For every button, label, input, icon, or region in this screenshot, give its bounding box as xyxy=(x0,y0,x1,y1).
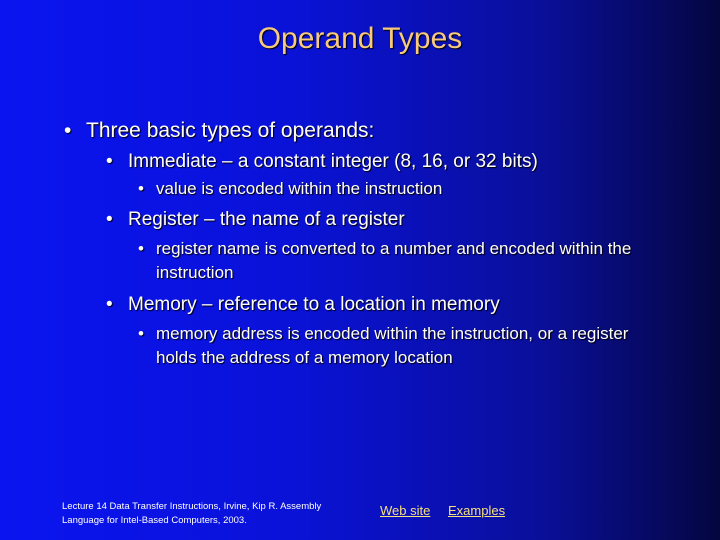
footer-citation: Lecture 14 Data Transfer Instructions, Irvine, Kip R. Assembly Language for Intel-Based Computers, 2003. xyxy=(62,501,322,526)
bullet-dot: • xyxy=(64,119,72,142)
bullet-register xyxy=(106,208,405,232)
web-site-link[interactable]: Web site xyxy=(380,503,431,518)
bullet-dot: • xyxy=(138,324,144,343)
bullet-register-text: Register – the name of a register xyxy=(128,209,405,230)
bullet-memory-sub xyxy=(138,322,658,370)
bullet-immediate-sub-text: value is encoded within the instruction xyxy=(156,179,443,198)
bullet-dot: • xyxy=(106,294,113,315)
bullet-dot: • xyxy=(106,209,113,230)
slide-title: Operand Types xyxy=(257,22,463,55)
bullet-register-sub xyxy=(138,237,658,285)
bullet-memory-sub-text: memory address is encoded within the instruction, or a register holds the address of a memory location xyxy=(156,324,629,367)
bullet-immediate-text: Immediate – a constant integer (8, 16, or 32 bits) xyxy=(128,151,538,172)
bullet-memory-text: Memory – reference to a location in memory xyxy=(128,294,500,315)
examples-link[interactable]: Examples xyxy=(448,503,506,518)
bullet-dot: • xyxy=(106,151,113,172)
bullet-register-sub-text: register name is converted to a number and encoded within the instruction xyxy=(156,239,632,282)
bullet-dot: • xyxy=(138,239,144,258)
bullet-memory xyxy=(106,293,500,317)
bullet-immediate xyxy=(106,150,538,174)
bullet-dot: • xyxy=(138,179,144,198)
bullet-main xyxy=(64,118,374,144)
bullet-immediate-sub xyxy=(138,177,658,201)
bullet-main-text: Three basic types of operands: xyxy=(86,119,375,142)
